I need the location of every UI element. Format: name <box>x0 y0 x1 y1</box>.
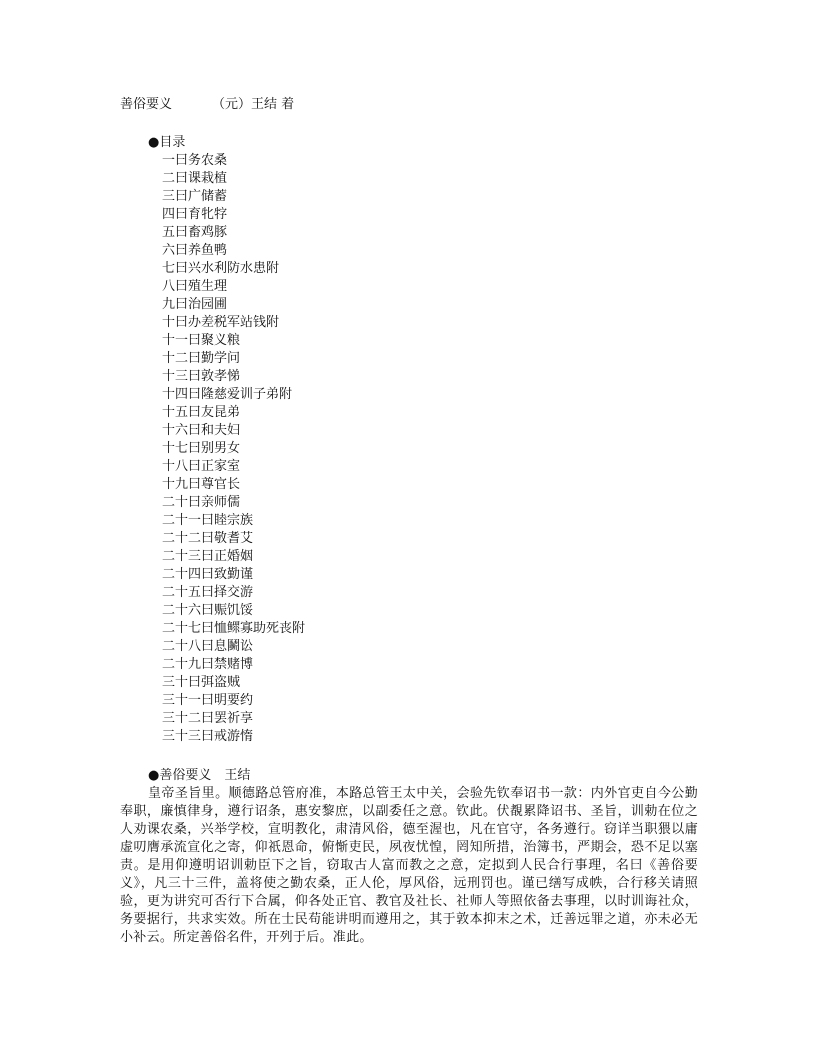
toc-item: 二十七曰恤鳏寡助死丧附 <box>162 621 306 636</box>
document-title-line <box>120 96 294 114</box>
toc-item: 十曰办差税军站钱附 <box>162 315 280 330</box>
toc-item: 七曰兴水利防水患附 <box>162 261 280 276</box>
toc-item: 二十一曰睦宗族 <box>162 513 254 528</box>
toc-item: 二十六曰赈饥馁 <box>162 603 254 618</box>
document-author: （元）王结 着 <box>212 97 295 112</box>
toc-item: 三十一曰明要约 <box>162 693 254 708</box>
document-title: 善俗要义 <box>120 97 173 112</box>
toc-item: 五曰畜鸡豚 <box>162 225 228 240</box>
toc-item: 十五曰友昆弟 <box>162 405 241 420</box>
toc-item: 二曰课栽植 <box>162 171 228 186</box>
toc-item: 六曰养鱼鸭 <box>162 243 228 258</box>
toc-item: 十二曰勤学问 <box>162 351 241 366</box>
toc-item: 十九曰尊官长 <box>162 477 241 492</box>
toc-item: 二十四曰致勤谨 <box>162 567 254 582</box>
toc-item: 三十三曰戒游惰 <box>162 729 254 744</box>
toc-list <box>162 152 305 746</box>
toc-item: 二十五曰择交游 <box>162 585 254 600</box>
toc-heading: ●目录 <box>148 135 186 150</box>
toc-item: 八曰殖生理 <box>162 279 228 294</box>
toc-item: 十三曰敦孝悌 <box>162 369 241 384</box>
toc-item: 二十三曰正婚姻 <box>162 549 254 564</box>
body-heading: ●善俗要义 王结 <box>148 768 251 783</box>
toc-item: 四曰育牝牸 <box>162 207 228 222</box>
body-paragraph: 皇帝圣旨里。顺德路总管府准，本路总管王太中关，会验先钦奉诏书一款：内外官吏自今公勤奉职，廉慎律身，遵行诏条，惠安黎庶，以副委任之意。钦此。伏覩累降诏书、圣旨，训勅在位之人劝课农桑，兴举学校，宣明教化，肃清风俗，德至渥也，凡在官守，各务遵行。窃详当职猥以庸虚叨膺承流宣化之寄，仰祇恩命，俯惭吏民，夙夜忧惶，罔知所措，治簿书，严期会，恐不足以塞责。是用仰遵明诏训勅臣下之旨，窃取古人富而教之之意，定拟到人民合行事理，名曰《善俗要义》，凡三十三件，盖将使之勤农桑，正人伦，厚风俗，远刑罚也。谨已缮写成帙，合行移关请照验，更为讲究可否行下合属，仰各处正官、教官及社长、社师人等照依备去事理，以时训诲社众，务要据行，共求实效。所在士民苟能讲明而遵用之，其于敦本抑末之术，迁善远罪之道，亦未必无小补云。所定善俗名件，开列于后。准此。 <box>120 786 698 945</box>
toc-item: 十一曰聚义粮 <box>162 333 241 348</box>
toc-item: 二十曰亲师儒 <box>162 495 241 510</box>
toc-item: 三曰广储蓄 <box>162 189 228 204</box>
toc-item: 二十八曰息鬭讼 <box>162 639 254 654</box>
toc-item: 十八曰正家室 <box>162 459 241 474</box>
toc-item: 二十二曰敬耆艾 <box>162 531 254 546</box>
toc-item: 三十曰弭盗贼 <box>162 675 241 690</box>
toc-item: 十四曰隆慈爱训子弟附 <box>162 387 293 402</box>
toc-item: 十六曰和夫妇 <box>162 423 241 438</box>
toc-item: 三十二曰罢祈享 <box>162 711 254 726</box>
toc-item: 一曰务农桑 <box>162 153 228 168</box>
toc-item: 二十九曰禁赌博 <box>162 657 254 672</box>
toc-item: 九曰治园圃 <box>162 297 228 312</box>
toc-item: 十七曰别男女 <box>162 441 241 456</box>
